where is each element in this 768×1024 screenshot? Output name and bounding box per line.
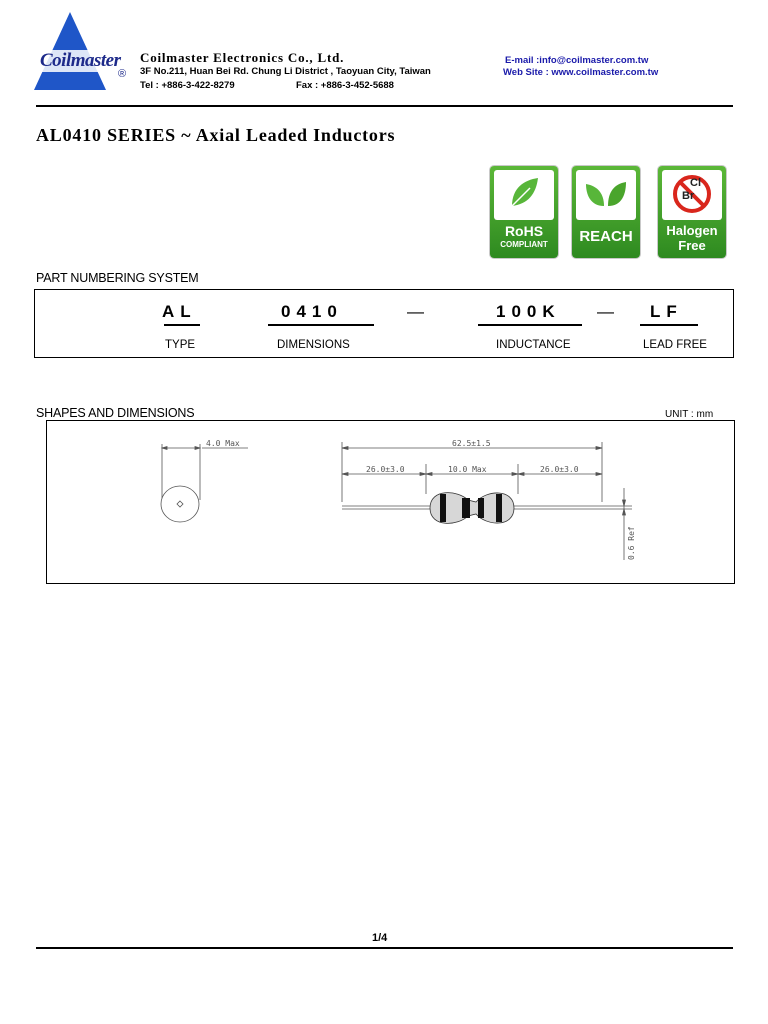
part-code-inductance-underline [478, 324, 582, 326]
dim-diameter: 4.0 Max [206, 439, 240, 448]
shapes-heading: SHAPES AND DIMENSIONS [36, 406, 195, 420]
header-divider [36, 105, 733, 107]
color-band [496, 494, 502, 522]
unit-label: UNIT : mm [665, 409, 714, 420]
part-code-lead-free-underline [640, 324, 698, 326]
halogen-free-badge [658, 166, 726, 258]
halogen-label: Halogen [666, 223, 718, 238]
part-code-type: AL [162, 302, 197, 321]
rohs-label: RoHS [504, 223, 544, 239]
footer-divider [36, 947, 733, 949]
part-label-type: TYPE [165, 339, 196, 351]
company-address: 3F No.211, Huan Bei Rd. Chung Li District , Taoyuan City, Taiwan [140, 66, 431, 77]
leaf-icon [508, 176, 540, 212]
dim-total-length: 62.5±1.5 [452, 439, 491, 448]
part-numbering-box [34, 289, 734, 358]
part-code-separator: — [407, 302, 424, 321]
part-label-dimensions: DIMENSIONS [277, 339, 350, 351]
dim-wire-diameter: 0.6 Ref [627, 526, 636, 560]
registered-mark: ® [118, 68, 127, 80]
end-view [161, 444, 248, 522]
reach-badge [572, 166, 640, 258]
part-code-dimensions-underline [268, 324, 374, 326]
part-code-lead-free: LF [650, 302, 683, 321]
part-numbering-heading: PART NUMBERING SYSTEM [36, 271, 199, 285]
company-fax: Fax : +886-3-452-5688 [296, 80, 394, 91]
rohs-sublabel: COMPLIANT [500, 240, 548, 249]
logo-wordmark: Coilmaster [40, 50, 121, 71]
color-band [440, 494, 446, 522]
dimension-drawing [140, 430, 640, 570]
inductor-body [430, 493, 514, 524]
rohs-badge [490, 166, 558, 258]
part-code-separator: — [597, 302, 614, 321]
leaves-icon [584, 178, 628, 210]
page-title: AL0410 SERIES ~ Axial Leaded Inductors [36, 125, 396, 145]
color-band [462, 498, 470, 518]
page-number: 1/4 [372, 932, 388, 944]
halogen-sublabel: Free [678, 238, 706, 253]
dim-body-length: 10.0 Max [448, 465, 487, 474]
part-label-inductance: INDUCTANCE [496, 339, 571, 351]
part-code-type-underline [164, 324, 200, 326]
halogen-symbol-br: Br [682, 190, 695, 202]
reach-label: REACH [579, 228, 633, 245]
dim-lead-right: 26.0±3.0 [540, 465, 579, 474]
halogen-symbol-cl: Cl [690, 177, 701, 189]
part-label-lead-free: LEAD FREE [643, 339, 707, 351]
part-code-inductance: 100K [496, 302, 561, 321]
part-code-dimensions: 0410 [281, 302, 343, 321]
color-band [478, 498, 484, 518]
company-website-link[interactable]: Web Site : www.coilmaster.com.tw [503, 67, 659, 78]
company-email-link[interactable]: E-mail :info@coilmaster.com.tw [505, 55, 649, 66]
company-tel: Tel : +886-3-422-8279 [140, 80, 235, 91]
company-name: Coilmaster Electronics Co., Ltd. [140, 50, 345, 65]
dim-lead-left: 26.0±3.0 [366, 465, 405, 474]
